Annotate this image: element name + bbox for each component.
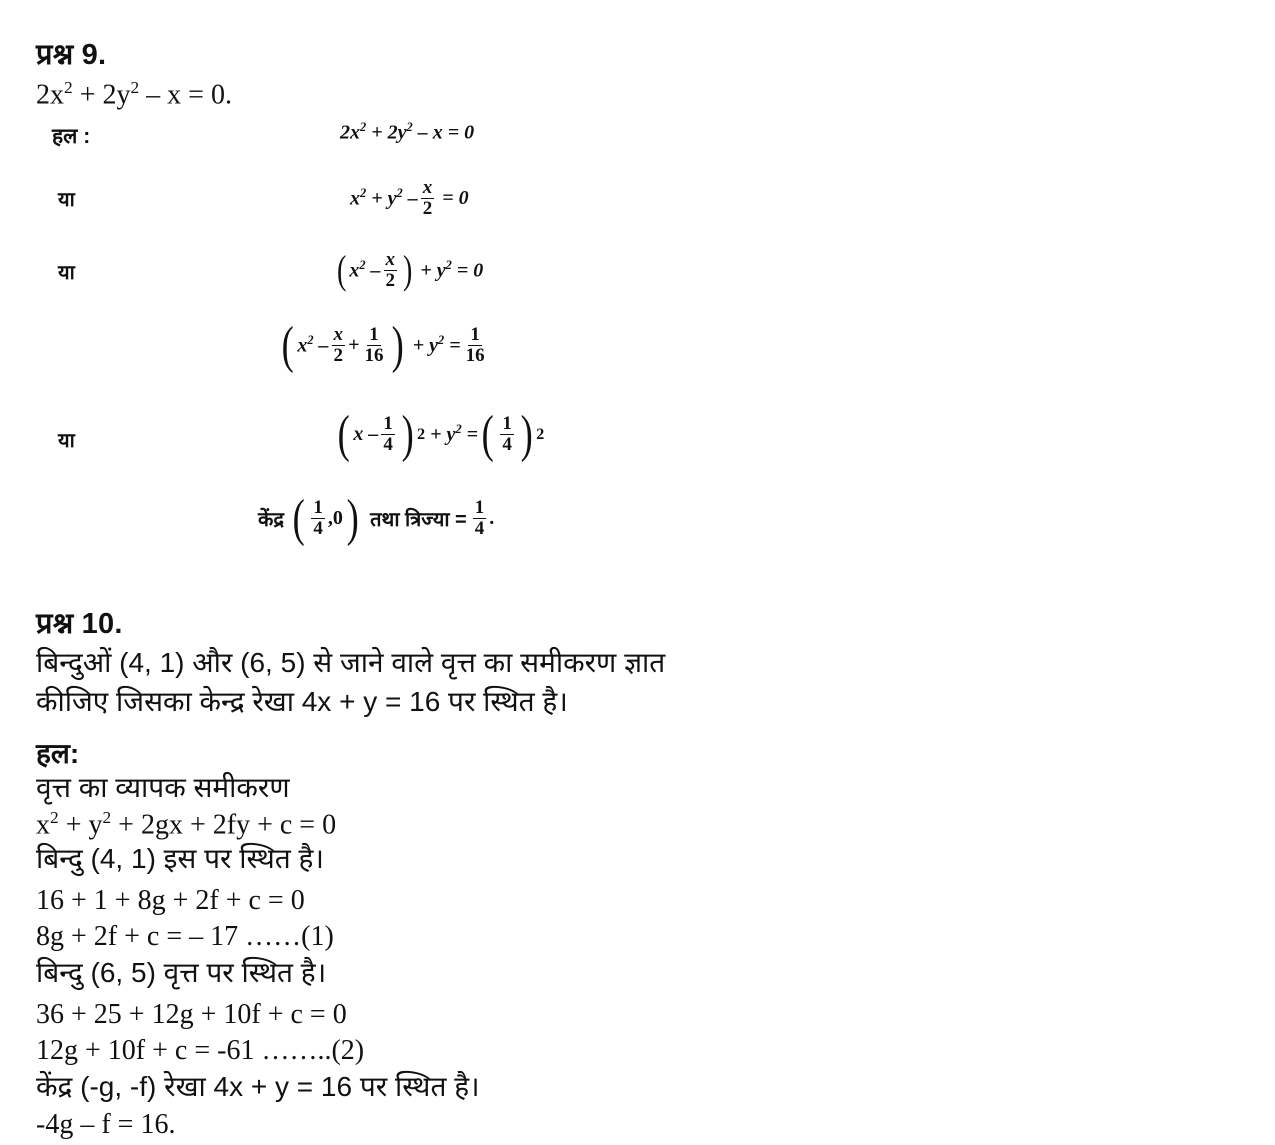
q10-line-8: 12g + 10f + c = -61 ……..(2) bbox=[36, 1035, 365, 1066]
q9-centre-label: केंद्र bbox=[258, 509, 284, 532]
q9-radius-den: 4 bbox=[474, 518, 485, 540]
q9-centre-second: 0 bbox=[332, 507, 343, 530]
question-10-statement-line-1: बिन्दुओं (4, 1) और (6, 5) से जाने वाले वृत्त का समीकरण ज्ञात bbox=[36, 647, 666, 678]
question-10-statement-line-2: कीजिए जिसका केन्द्र रेखा 4x + y = 16 पर स्थित है। bbox=[36, 686, 568, 717]
q9-step-5-label: या bbox=[58, 430, 75, 452]
q9-radius-label: तथा त्रिज्या = bbox=[370, 509, 467, 532]
q10-line-3: बिन्दु (4, 1) इस पर स्थित है। bbox=[36, 843, 324, 874]
q9-step-3-label: या bbox=[58, 262, 75, 284]
q9-step-1: $2x^2 + 2y^2 - x = 0$ bbox=[340, 120, 475, 144]
q10-line-9: केंद्र (-g, -f) रेखा 4x + y = 16 पर स्थित है। bbox=[36, 1071, 480, 1102]
q9-centre-num: 1 bbox=[313, 497, 323, 519]
question-9-heading: प्रश्न 9. bbox=[36, 39, 107, 71]
q10-line-10: -4g – f = 16. bbox=[36, 1109, 176, 1140]
q9-period: . bbox=[489, 507, 495, 530]
q9-centre-den: 4 bbox=[313, 518, 323, 540]
q9-radius-num: 1 bbox=[474, 497, 485, 519]
q10-line-2: $x^2 + y^2 + 2gx + 2fy + c = 0$ bbox=[36, 808, 337, 841]
q9-step-2: $x^2 + y^2$ – $\frac{x}{2}$ = 0 bbox=[350, 177, 469, 219]
q9-step-5: ( x – $\frac{1}{4}$ ) 2 + $y^2$ = ( $\frac{1}{4}$ ) 2 bbox=[337, 406, 545, 463]
question-10-heading: प्रश्न 10. bbox=[36, 608, 123, 640]
q10-line-6: बिन्दु (6, 5) वृत्त पर स्थित है। bbox=[36, 957, 327, 988]
q9-result: केंद्र ( $\frac{1}{4}$ , 0 ) तथा त्रिज्या = $\frac{1}{4}$ . bbox=[258, 490, 495, 547]
question-10-solution-label: हल: bbox=[36, 738, 80, 769]
q10-line-7: 36 + 25 + 12g + 10f + c = 0 bbox=[36, 999, 347, 1030]
q10-line-1: वृत्त का व्यापक समीकरण bbox=[36, 772, 290, 803]
q9-step-3: ( $x^2$ – $\frac{x}{2}$ ) + $y^2 = 0$ bbox=[336, 247, 484, 293]
q9-step-2-label: या bbox=[58, 189, 75, 211]
question-9-statement: $2x^2 + 2y^2 - x = 0$. bbox=[36, 78, 232, 111]
q10-line-5: 8g + 2f + c = – 17 ……(1) bbox=[36, 921, 334, 952]
question-9-solution-label: हल : bbox=[52, 125, 91, 148]
q9-step-4: ( $x^2$ – $\frac{x}{2}$ + $\frac{1}{16}$ ) + $y^2$ = $\frac{1}{16}$ bbox=[281, 317, 485, 374]
q10-line-4: 16 + 1 + 8g + 2f + c = 0 bbox=[36, 885, 305, 916]
